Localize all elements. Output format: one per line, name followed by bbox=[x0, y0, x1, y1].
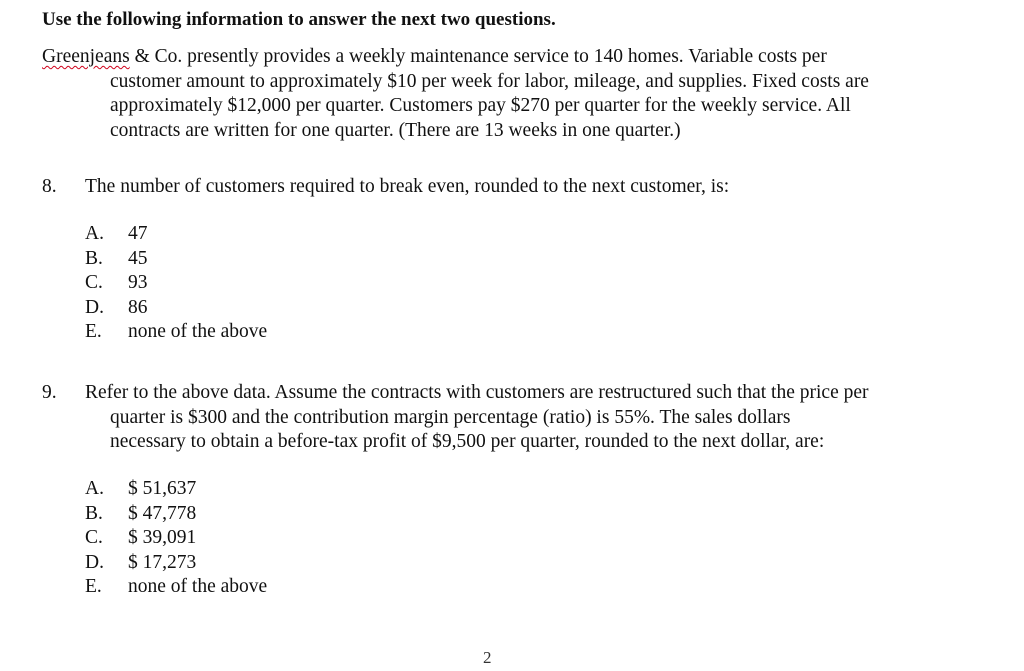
question-8-option-a: A. 47 bbox=[85, 223, 148, 244]
question-9-option-a: A. $ 51,637 bbox=[85, 478, 197, 499]
question-8-option-d: D. 86 bbox=[85, 296, 148, 318]
instructions-heading: Use the following information to answer the next two questions. bbox=[42, 9, 556, 30]
question-9-number: 9. bbox=[42, 382, 57, 403]
page-number: 2 bbox=[483, 648, 492, 667]
intro-line-4: contracts are written for one quarter. (There are 13 weeks in one quarter.) bbox=[110, 119, 681, 141]
question-8-number: 8. bbox=[42, 176, 57, 197]
question-9-option-c: C. $ 39,091 bbox=[85, 527, 197, 548]
intro-line-1: Greenjeans & Co. presently provides a weekly maintenance service to 140 homes. Variable costs per bbox=[42, 46, 827, 67]
intro-line-2: customer amount to approximately $10 per week for labor, mileage, and supplies. Fixed costs are bbox=[110, 70, 869, 92]
intro-line-3: approximately $12,000 per quarter. Customers pay $270 per quarter for the weekly service. All bbox=[110, 95, 851, 116]
question-9-text: Refer to the above data. Assume the contracts with customers are restructured such that the price per quarter is $300 and the contribution margin percentage (ratio) is 55%. The sales dollars necessary to obtain a before-tax profit of $9,500 per quarter, rounded to the next dollar, are: bbox=[85, 382, 869, 452]
question-9-option-b: B. $ 47,778 bbox=[85, 502, 197, 524]
question-9-option-e: E. none of the above bbox=[85, 576, 268, 597]
question-8-options bbox=[85, 222, 267, 345]
question-8-option-c: C. 93 bbox=[85, 272, 148, 293]
question-9-options bbox=[85, 477, 267, 600]
misspelled-word[interactable]: Greenjeans bbox=[42, 46, 130, 67]
question-9-option-d: D. $ 17,273 bbox=[85, 551, 197, 573]
intro-paragraph bbox=[42, 45, 1002, 143]
question-8-text: The number of customers required to break even, rounded to the next customer, is: bbox=[85, 176, 730, 197]
question-8-option-b: B. 45 bbox=[85, 247, 148, 269]
question-8-option-e: E. none of the above bbox=[85, 321, 268, 342]
